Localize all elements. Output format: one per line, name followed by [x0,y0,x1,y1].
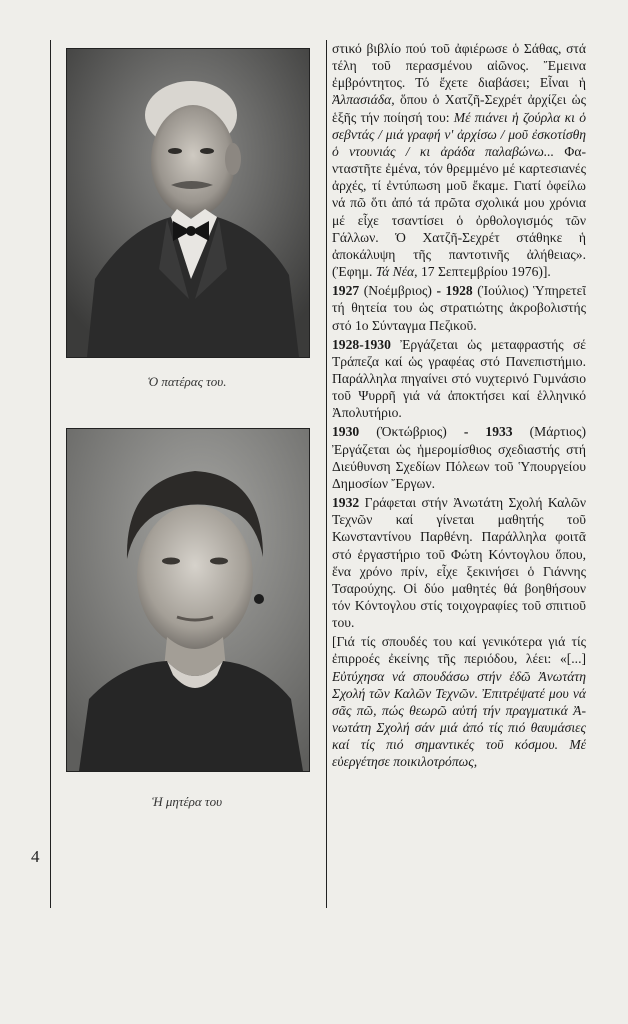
left-margin-rule [50,40,51,908]
entry-year: 1932 [332,495,360,511]
text-run: Γράφεται στήν Ἀνωτάτη Σχολή Καλῶν Τεχνῶν καί γίνεται μαθητής τοῦ Κωνσταντίνου Παρθένη. Παράλληλα φοιτᾶ στό ἐργαστήριο τοῦ Φώτη Κόντογλου ὅπου, ἕνα χρόνο πρίν, εἶχε ξεκινήσει ὁ Γιάννης Τσαρούχης. Οἱ δύο μαθητές θά βοηθήσουν τόν Κόντογλου στίς τοιχογραφίες τοῦ σπιτιοῦ του. [332,495,586,631]
text-run: (Νοέμβριος) [359,283,437,299]
father-portrait-photo [66,48,310,358]
text-run: (Ἰούλιος) Ὑπηρετεῖ τή θητεία του ὡς στρατιώτης ἀκροβολιστής στό 1ο Σύνταγμα Πεζικοῦ. [332,283,586,333]
father-portrait-image [67,49,309,357]
text-paragraph [332,423,586,492]
italic-text: Εὐτύχησα νά σπουδάσω στήν ἐδῶ Ἀνωτάτη Σχολή τῶν Καλῶν Τεχνῶν. Ἐπιτρέψατέ μου νά σᾶς πῶ, πώς θεωρῶ αὐτή τήν πραγματικά Ἀνωτάτη Σχολή σάν μιά ἀπό τίς πιό θαυμάσιες καί τίς πιό σημαντικές τοῦ κόσμου. Μέ εὐεργέτησε ποικιλοτρόπως, [332,668,586,770]
biography-text-column [332,40,586,906]
entry-year: - 1933 [463,424,513,440]
entry-year: 1928-1930 [332,336,391,352]
text-run: [Γιά τίς σπουδές του καί γενικότερα γιά τίς ἐπιρροές ἐκείνης τῆς περιόδου, λέει: «[...] [332,634,586,667]
italic-text: Μέ πιάνει ἡ ζούρλα κι ὁ σεβντάς / μιά γραφή ν' ἀρχίσω / μοῦ ἐσκοτίσθη ὁ ντουνιάς / κι ἀράδα παλαβώνω... [332,109,586,159]
text-paragraph [332,494,586,631]
mother-portrait-photo [66,428,310,772]
text-run: (Μάρτιος) Ἐργάζεται ὡς ἡμερομίσθιος σχεδιαστής στή Διεύθυνση Σχεδίων Πόλεων τοῦ Ὑπουργείου Δημοσίων Ἔργων. [332,424,586,491]
entry-year: - 1928 [436,283,473,299]
mother-portrait-image [67,429,309,771]
column-divider-rule [326,40,327,908]
italic-text: Τά Νέα [375,264,415,280]
text-paragraph [332,336,586,422]
entry-year: 1930 [332,424,360,440]
text-run: , 17 Σεπτεμβρίου 1976)]. [414,264,551,280]
entry-year: 1927 [332,283,360,299]
father-photo-caption: Ὁ πατέρας του. [147,374,227,389]
text-run: (Ὀκτώβριος) [359,424,464,440]
page-number: 4 [31,847,40,866]
text-paragraph [332,282,586,333]
text-run: , ὅπου ὁ Χατζῆ-Σεχρέτ ἀρχίζει ὡς ἑξῆς τήν ποίησή του: [332,92,586,125]
text-run: Ἐργάζεται ὡς μεταφραστής σέ Τράπεζα καί ὡς γραφέας στό Πανεπιστήμιο. Παράλληλα πηγαίνει στό νυχτερινό Γυμνάσιο τοῦ Ψυρρῆ γιά νά ἀποκτήσει καί ἑλληνικό Ἀπολυτήριο. [332,336,586,421]
mother-photo-caption: Ἡ μητέρα του [151,794,223,809]
italic-text: Ἀλπασιάδα [332,92,392,108]
text-paragraph [332,40,586,280]
text-run: Φανταστῆτε ἐμένα, τόν θρεμμένο μέ καρτεσιανές ἀρχές, τί ἐντύπωση μοῦ ἔκαμε. Γιατί ὀφείλω νά πῶ ὅτι ἀπό τά πρῶτα σχολικά μου χρόνια μέ εἶχε τσαντίσει ὁ ὀρθολογισμός τῶν Γάλλων. Ὁ Χατζῆ-Σεχρέτ στάθηκε ἡ ἀποκάλυψη τῆς παντοτινῆς ἀλήθειας». (Ἐφημ. [332,143,586,280]
text-run: στικό βιβλίο πού τοῦ ἀφιέρωσε ὁ Σάθας, στά τέλη τοῦ περασμένου αἰῶνος. Ἔμεινα ἐμβρόντητος. Τό ἔχετε διαβάσει; Εἶναι ἡ [332,41,586,91]
text-paragraph [332,633,586,770]
